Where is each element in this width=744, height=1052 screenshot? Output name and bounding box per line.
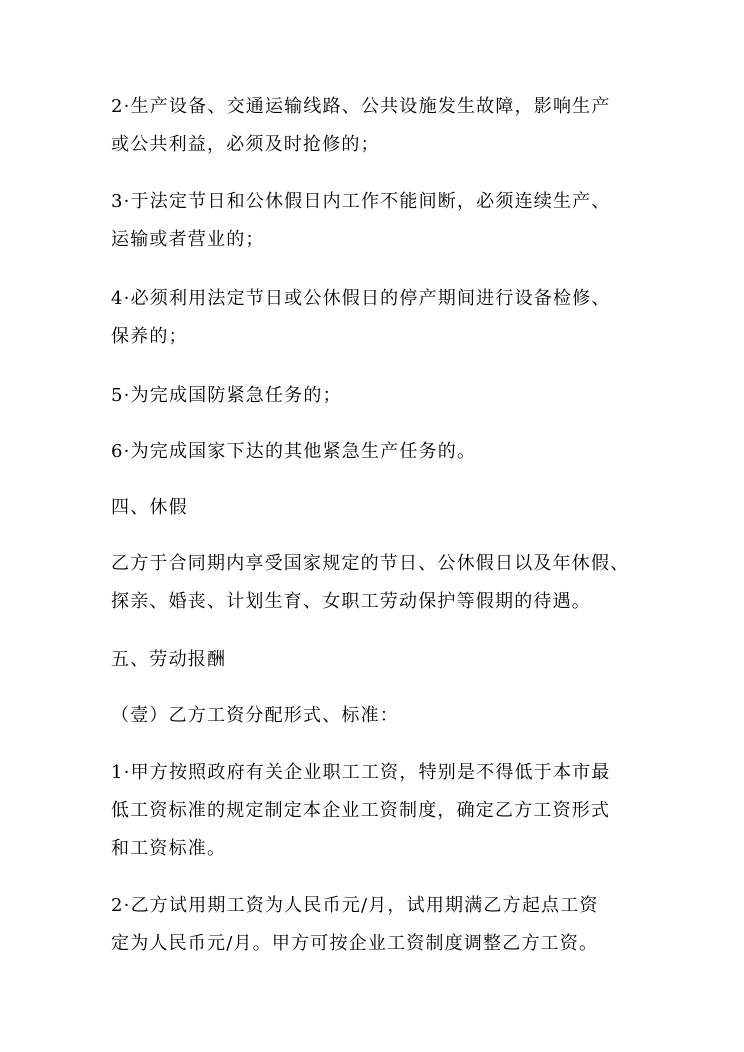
section-heading-remuneration <box>111 641 651 679</box>
text-line: 和工资标准。 <box>111 838 227 859</box>
text-line: 5·为完成国防紧急任务的； <box>111 385 342 406</box>
paragraph-wage-item-2 <box>111 887 651 963</box>
text-line: 保养的； <box>111 326 188 347</box>
text-line: 低工资标准的规定制定本企业工资制度，确定乙方工资形式 <box>111 800 611 821</box>
section-heading: 五、劳动报酬 <box>111 649 227 670</box>
text-line: 运输或者营业的； <box>111 229 265 250</box>
section-heading: 四、休假 <box>111 497 188 518</box>
paragraph-vacation <box>111 545 651 621</box>
text-line: 探亲、婚丧、计划生育、女职工劳动保护等假期的待遇。 <box>111 591 591 612</box>
paragraph-wage-item-1 <box>111 754 651 868</box>
text-line: 6·为完成国家下达的其他紧急生产任务的。 <box>111 441 477 462</box>
paragraph-overtime-item-6 <box>111 433 651 471</box>
text-line: 2·生产设备、交通运输线路、公共设施发生故障，影响生产 <box>111 96 611 117</box>
subsection-heading-wage-form <box>111 697 651 735</box>
text-line: 2·乙方试用期工资为人民币元/月，试用期满乙方起点工资 <box>111 895 599 916</box>
paragraph-overtime-item-5 <box>111 377 651 415</box>
text-line: 或公共利益，必须及时抢修的； <box>111 134 380 155</box>
paragraph-overtime-item-3 <box>111 183 651 259</box>
paragraph-overtime-item-2 <box>111 88 651 164</box>
section-heading-vacation <box>111 489 651 527</box>
text-line: 3·于法定节日和公休假日内工作不能间断，必须连续生产、 <box>111 191 611 212</box>
subsection-heading: （壹）乙方工资分配形式、标准： <box>111 705 399 726</box>
text-line: 1·甲方按照政府有关企业职工工资，特别是不得低于本市最 <box>111 762 611 783</box>
paragraph-overtime-item-4 <box>111 280 651 356</box>
text-line: 4·必须利用法定节日或公休假日的停产期间进行设备检修、 <box>111 288 611 309</box>
text-line: 乙方于合同期内享受国家规定的节日、公休假日以及年休假、 <box>111 553 630 574</box>
text-line: 定为人民币元/月。甲方可按企业工资制度调整乙方工资。 <box>111 933 599 954</box>
